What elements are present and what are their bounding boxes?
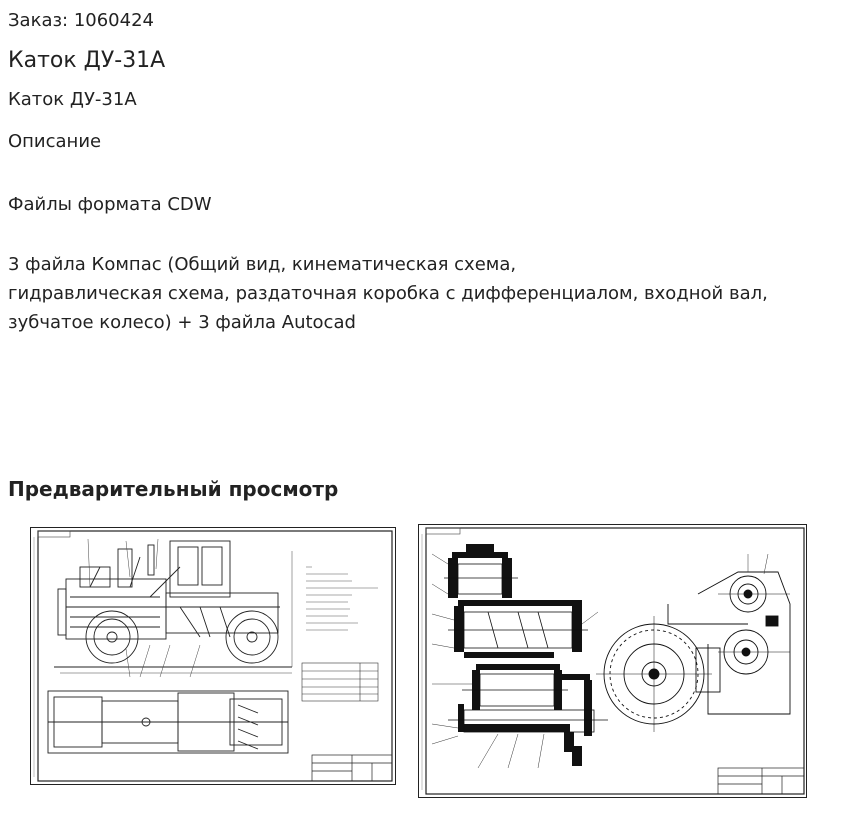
roller-drawing-icon: [30, 527, 396, 785]
transfer-case-drawing-icon: [418, 524, 807, 798]
description-heading: Описание: [8, 131, 102, 152]
description-line-1: 3 файла Компас (Общий вид, кинематическая схема,: [8, 254, 517, 275]
description-body: [8, 250, 828, 337]
files-format-text: Файлы формата CDW: [8, 194, 212, 215]
preview-image-transfer-case[interactable]: [418, 524, 807, 798]
order-number: Заказ: 1060424: [8, 10, 154, 31]
product-subtitle: Каток ДУ-31А: [8, 89, 137, 110]
description-line-2: гидравлическая схема, раздаточная коробка с дифференциалом, входной вал,: [8, 283, 768, 304]
preview-heading: Предварительный просмотр: [8, 477, 339, 501]
preview-image-general-view[interactable]: [30, 527, 396, 785]
description-line-3: зубчатое колесо) + 3 файла Autocad: [8, 312, 356, 333]
page-title: Каток ДУ-31А: [8, 48, 166, 73]
